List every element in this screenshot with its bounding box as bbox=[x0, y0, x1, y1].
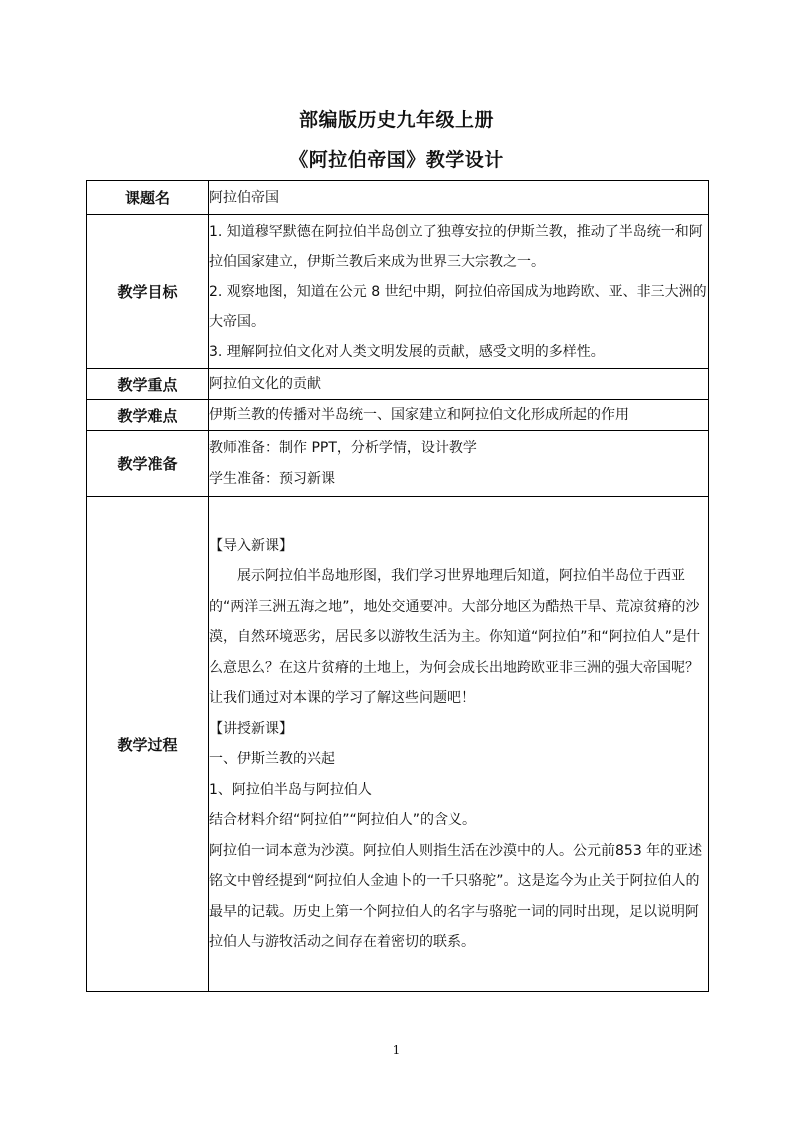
intro-paragraph: 展示阿拉伯半岛地形图，我们学习世界地理后知道，阿拉伯半岛位于西亚的“两洋三洲五海之地”，地处交通要冲。大部分地区为酷热干旱、荒凉贫瘠的沙漠，自然环境恶劣，居民多以游牧生活为主。你知道“阿拉伯”和“阿拉伯人”是什么意思么？在这片贫瘠的土地上，为何会成长出地跨欧亚非三洲的强大帝国呢？让我们通过对本课的学习了解这些问题吧！ bbox=[209, 568, 701, 706]
document-subtitle: 《阿拉伯帝国》教学设计 bbox=[289, 149, 504, 171]
goal-item-1: 1. 知道穆罕默德在阿拉伯半岛创立了独尊安拉的伊斯兰教，推动了半岛统一和阿拉伯国家建立，伊斯兰教后来成为世界三大宗教之一。 bbox=[209, 223, 703, 270]
table-row-process bbox=[87, 497, 709, 992]
goal-item-2: 2. 观察地图，知道在公元 8 世纪中期，阿拉伯帝国成为地跨欧、亚、非三大洲的大帝国。 bbox=[209, 283, 707, 330]
material-paragraph: 阿拉伯一词本意为沙漠。阿拉伯人则指生活在沙漠中的人。公元前853 年的亚述铭文中曾经提到“阿拉伯人金迪卜的一千只骆驼”。这是迄今为止关于阿拉伯人的最早的记载。历史上第一个阿拉伯人的名字与骆驼一词的同时出现，足以说明阿拉伯人与游牧活动之间存在着密切的联系。 bbox=[209, 842, 703, 950]
document-title: 部编版历史九年级上册 bbox=[298, 109, 494, 131]
topic-value: 阿拉伯帝国 bbox=[209, 181, 709, 215]
lesson-plan-table bbox=[86, 180, 709, 992]
page-number: 1 bbox=[392, 1043, 401, 1057]
table-row-difficulty bbox=[87, 400, 709, 431]
key-point-label: 教学重点 bbox=[87, 369, 209, 400]
material-intro: 结合材料介绍“阿拉伯”“阿拉伯人”的含义。 bbox=[209, 812, 477, 828]
process-label: 教学过程 bbox=[87, 497, 209, 992]
goals-label: 教学目标 bbox=[87, 215, 209, 369]
subsection-heading: 1、阿拉伯半岛与阿拉伯人 bbox=[209, 781, 372, 798]
section-heading: 一、伊斯兰教的兴起 bbox=[209, 751, 335, 767]
preparation-label: 教学准备 bbox=[87, 431, 209, 497]
key-point-value: 阿拉伯文化的贡献 bbox=[209, 369, 709, 400]
teacher-preparation: 教师准备：制作 PPT，分析学情，设计教学 bbox=[209, 439, 477, 456]
table-row-preparation bbox=[87, 431, 709, 497]
process-content bbox=[209, 497, 709, 992]
difficulty-value: 伊斯兰教的传播对半岛统一、国家建立和阿拉伯文化形成所起的作用 bbox=[209, 400, 709, 431]
goal-item-3: 3. 理解阿拉伯文化对人类文明发展的贡献，感受文明的多样性。 bbox=[209, 343, 605, 360]
intro-heading: 【导入新课】 bbox=[209, 537, 293, 554]
student-preparation: 学生准备：预习新课 bbox=[209, 470, 335, 487]
goals-content bbox=[209, 215, 709, 369]
table-row-goals bbox=[87, 215, 709, 369]
preparation-content bbox=[209, 431, 709, 497]
difficulty-label: 教学难点 bbox=[87, 400, 209, 431]
table-row-topic bbox=[87, 181, 709, 215]
new-lesson-heading: 【讲授新课】 bbox=[209, 720, 293, 737]
topic-label: 课题名 bbox=[87, 181, 209, 215]
table-row-key-point bbox=[87, 369, 709, 400]
